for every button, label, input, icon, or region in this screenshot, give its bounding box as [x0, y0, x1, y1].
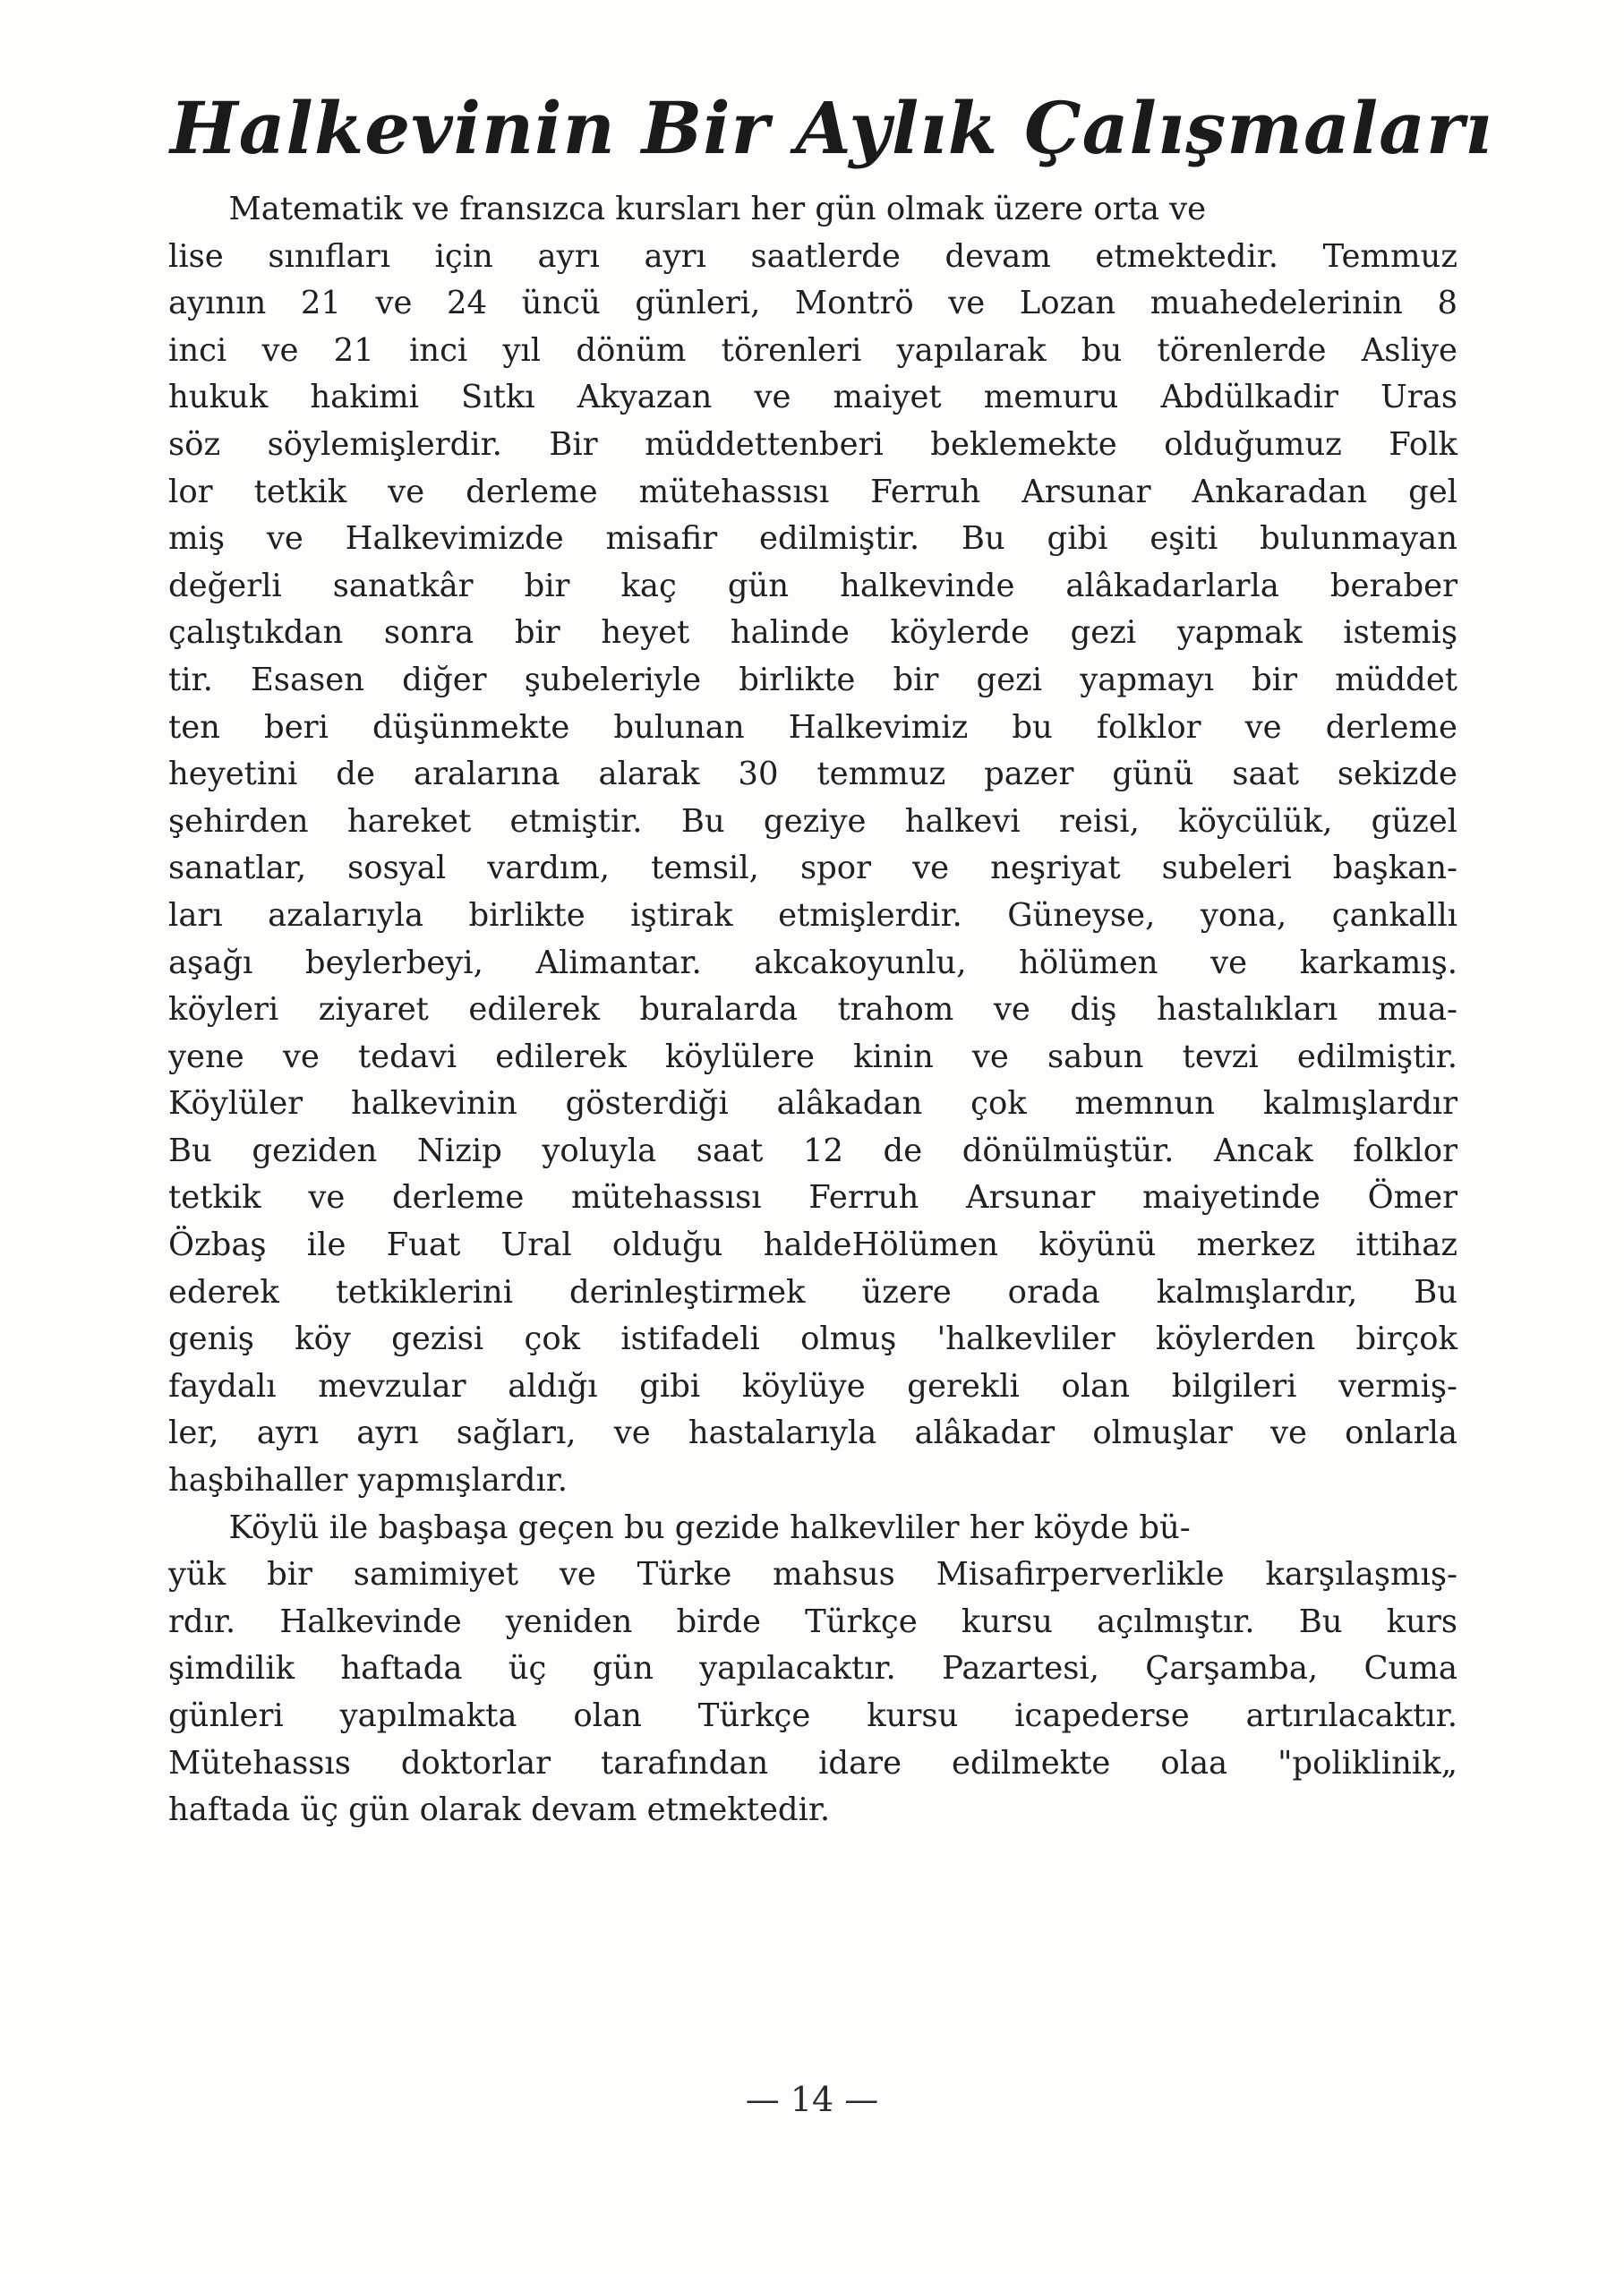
text-line: inci ve 21 inci yıl dönüm törenleri yapılarak bu törenlerde Asliye: [168, 331, 1457, 369]
text-line: Bu geziden Nizip yoluyla saat 12 de dönülmüştür. Ancak folklor: [168, 1132, 1457, 1169]
text-line: Köylü ile başbaşa geçen bu gezide halkevliler her köyde bü-: [168, 1509, 1191, 1546]
text-line: rdır. Halkevinde yeniden birde Türkçe kursu açılmıştır. Bu kurs: [168, 1603, 1457, 1640]
text-line: miş ve Halkevimizde misafir edilmiştir. Bu gibi eşiti bulunmayan: [168, 520, 1457, 558]
text-line: köyleri ziyaret edilerek buralarda trahom ve diş hastalıkları mua-: [168, 991, 1457, 1029]
text-line: yük bir samimiyet ve Türke mahsus Misafirperverlikle karşılaşmış-: [168, 1556, 1457, 1594]
article-body: [168, 186, 1457, 1834]
text-line: çalıştıkdan sonra bir heyet halinde köylerde gezi yapmak istemiş: [168, 614, 1457, 652]
text-line: yene ve tedavi edilerek köylülere kinin ve sabun tevzi edilmiştir.: [168, 1038, 1457, 1075]
text-line: değerli sanatkâr bir kaç gün halkevinde alâkadarlarla beraber: [168, 567, 1457, 604]
text-line: Matematik ve fransızca kursları her gün olmak üzere orta ve: [168, 191, 1207, 227]
text-line: şehirden hareket etmiştir. Bu geziye halkevi reisi, köycülük, güzel: [168, 802, 1457, 840]
text-line: şimdilik haftada üç gün yapılacaktır. Pazartesi, Çarşamba, Cuma: [168, 1650, 1457, 1688]
text-line: lise sınıfları için ayrı ayrı saatlerde devam etmektedir. Temmuz: [168, 237, 1457, 275]
text-line: söz söylemişlerdir. Bir müddettenberi beklemekte olduğumuz Folk: [168, 425, 1457, 463]
paragraph: [168, 186, 1457, 1505]
text-line: haftada üç gün olarak devam etmektedir.: [168, 1791, 831, 1829]
text-line: faydalı mevzular aldığı gibi köylüye gerekli olan bilgileri vermiş-: [168, 1367, 1457, 1405]
paragraph: [168, 1505, 1457, 1834]
page-title: Halkevinin Bir Aylık Çalışmaları: [170, 86, 1493, 170]
text-line: hukuk hakimi Sıtkı Akyazan ve maiyet memuru Abdülkadir Uras: [168, 379, 1457, 416]
text-line: tetkik ve derleme mütehassısı Ferruh Arsunar maiyetinde Ömer: [168, 1179, 1457, 1217]
text-line: ler, ayrı ayrı sağları, ve hastalarıyla alâkadar olmuşlar ve onlarla: [168, 1415, 1457, 1452]
text-line: tir. Esasen diğer şubeleriyle birlikte bir gezi yapmayı bir müddet: [168, 661, 1457, 698]
page-number: — 14 —: [745, 2080, 879, 2119]
text-line: günleri yapılmakta olan Türkçe kursu icapederse artırılacaktır.: [168, 1697, 1457, 1734]
text-line: ayının 21 ve 24 üncü günleri, Montrö ve Lozan muahedelerinin 8: [168, 285, 1457, 322]
text-line: haşbihaller yapmışlardır.: [168, 1462, 568, 1500]
text-line: lor tetkik ve derleme mütehassısı Ferruh Arsunar Ankaradan gel: [168, 473, 1457, 510]
text-line: Mütehassıs doktorlar tarafından idare edilmekte olaa "poliklinik„: [168, 1744, 1457, 1782]
text-line: sanatlar, sosyal vardım, temsil, spor ve neşriyat subeleri başkan-: [168, 850, 1457, 887]
text-line: ederek tetkiklerini derinleştirmek üzere orada kalmışlardır, Bu: [168, 1273, 1457, 1311]
text-line: Özbaş ile Fuat Ural olduğu haldeHölümen köyünü merkez ittihaz: [168, 1227, 1457, 1264]
text-line: heyetini de aralarına alarak 30 temmuz pazer günü saat sekizde: [168, 756, 1457, 793]
text-line: geniş köy gezisi çok istifadeli olmuş 'halkevliler köylerden birçok: [168, 1321, 1457, 1358]
text-line: aşağı beylerbeyi, Alimantar. akcakoyunlu, hölümen ve karkamış.: [168, 944, 1457, 981]
text-line: Köylüler halkevinin gösterdiği alâkadan çok memnun kalmışlardır: [168, 1085, 1457, 1123]
text-line: ları azalarıyla birlikte iştirak etmişlerdir. Güneyse, yona, çankallı: [168, 896, 1457, 934]
text-line: ten beri düşünmekte bulunan Halkevimiz bu folklor ve derleme: [168, 708, 1457, 746]
